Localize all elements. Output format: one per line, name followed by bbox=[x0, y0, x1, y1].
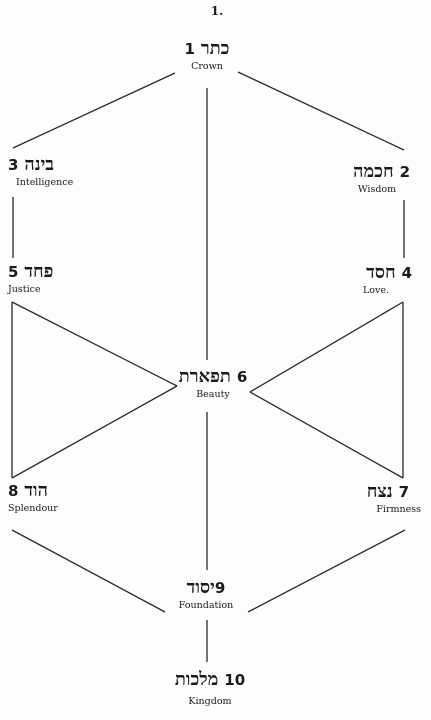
sephira-crown-label: Crown bbox=[191, 61, 223, 72]
sephira-justice-label: Justice bbox=[8, 284, 41, 295]
sephira-foundation-label: Foundation bbox=[178, 600, 234, 611]
sephira-beauty bbox=[165, 366, 261, 400]
sephira-justice-number: 5 bbox=[8, 263, 19, 281]
sephira-justice-hebrew: פחד bbox=[24, 261, 54, 282]
sephira-intelligence bbox=[8, 154, 73, 188]
sephira-foundation bbox=[160, 577, 252, 611]
sephira-love bbox=[340, 262, 412, 296]
edge-crown-wisdom bbox=[238, 72, 404, 150]
edge-justice-beauty bbox=[12, 302, 177, 386]
sephira-splendour-hebrew: הוד bbox=[24, 480, 48, 501]
sephira-splendour bbox=[8, 480, 58, 514]
sephira-beauty-hebrew: תפארת bbox=[178, 366, 231, 387]
sephira-love-hebrew: חסד bbox=[366, 262, 396, 283]
sephira-love-label: Love. bbox=[362, 285, 390, 296]
sephira-wisdom bbox=[330, 161, 410, 195]
sephira-splendour-label: Splendour bbox=[8, 503, 58, 514]
sephira-firmness bbox=[345, 481, 421, 515]
sephira-beauty-label: Beauty bbox=[196, 389, 230, 400]
sephira-crown bbox=[168, 38, 246, 72]
sephira-kingdom bbox=[158, 669, 262, 707]
sephira-intelligence-label: Intelligence bbox=[16, 177, 74, 188]
sephira-firmness-number: 7 bbox=[398, 483, 409, 501]
sephira-kingdom-number: 10 bbox=[224, 671, 246, 689]
sephira-wisdom-number: 2 bbox=[399, 163, 410, 181]
edge-love-beauty bbox=[250, 302, 403, 392]
sephira-kingdom-label: Kingdom bbox=[188, 696, 232, 707]
sephira-crown-number: 1 bbox=[184, 40, 195, 58]
edge-firmness-foundation bbox=[248, 530, 405, 612]
sephira-wisdom-label: Wisdom bbox=[357, 184, 397, 195]
edge-splendour-foundation bbox=[12, 530, 165, 612]
sephira-intelligence-hebrew: בינה bbox=[24, 154, 54, 175]
sephira-justice bbox=[8, 261, 53, 295]
sephira-wisdom-hebrew: חכמה bbox=[353, 161, 394, 182]
sephira-kingdom-hebrew: מלכות bbox=[174, 669, 219, 690]
edge-splendour-beauty bbox=[12, 386, 177, 478]
edge-firmness-beauty bbox=[250, 392, 403, 478]
sephira-firmness-label: Firmness bbox=[376, 504, 421, 515]
sephira-foundation-number: 9 bbox=[214, 579, 226, 597]
sephira-beauty-number: 6 bbox=[236, 368, 248, 386]
sephira-foundation-hebrew: יסוד bbox=[186, 577, 215, 598]
edge-crown-intelligence bbox=[13, 73, 175, 148]
sephira-firmness-hebrew: נצח bbox=[366, 481, 393, 502]
sephira-intelligence-number: 3 bbox=[8, 156, 19, 174]
figure-number: 1. bbox=[210, 4, 224, 18]
sephira-splendour-number: 8 bbox=[8, 482, 19, 500]
sephira-love-number: 4 bbox=[401, 264, 412, 282]
sephira-crown-hebrew: כתר bbox=[200, 38, 230, 59]
